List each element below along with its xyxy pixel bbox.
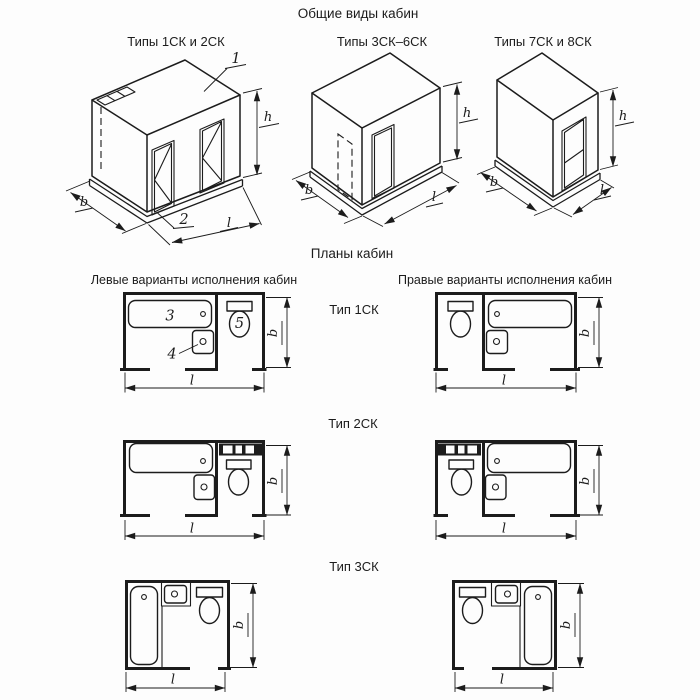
dim-l-label: l [189, 521, 195, 537]
bathtub [489, 301, 572, 328]
dim-b-label: b [79, 195, 89, 210]
view-label-type-1-2: Типы 1СК и 2СК [127, 34, 225, 49]
dim-h-label: h [263, 110, 273, 125]
dim-height [243, 89, 279, 178]
dim-width [266, 298, 291, 368]
plans-right-header: Правые варианты исполнения кабин [397, 273, 613, 287]
vent-shelf-unit [219, 444, 263, 456]
dim-l-label: l [226, 216, 232, 231]
plans-left-header: Левые варианты исполнения кабин [90, 273, 298, 287]
washbasin [162, 583, 191, 607]
plans-title: Планы кабин [310, 246, 394, 261]
dim-length [363, 173, 459, 227]
cistern [448, 302, 473, 312]
washbasin [487, 331, 508, 354]
dim-l-label: l [170, 672, 176, 688]
dim-length [125, 373, 264, 393]
view-label-type-3-6: Типы 3СК–6СК [336, 34, 428, 49]
dim-length [455, 672, 553, 692]
dim-b-label: b [232, 620, 247, 630]
bathtub [131, 587, 158, 665]
bathtub [488, 444, 571, 473]
dim-length [554, 180, 614, 217]
iso-view-types-7-8 [477, 53, 634, 217]
dim-b-label: b [578, 476, 593, 486]
view-label-type-7-8: Типы 7СК и 8СК [494, 34, 592, 49]
dim-length [126, 672, 225, 692]
dim-h-label: h [618, 109, 628, 124]
cistern [449, 460, 474, 469]
dim-length [436, 373, 576, 393]
dim-b-label: b [578, 328, 593, 338]
callout-3-bathtub: 3 [165, 308, 175, 325]
svg-text:1: 1 [231, 51, 241, 67]
plan-2sk-right [434, 440, 604, 540]
door-right [200, 119, 224, 193]
dim-b-label: b [304, 183, 314, 198]
callout-4-washbasin: 4 [167, 346, 177, 363]
dim-l-label: l [431, 190, 437, 205]
plan-3sk-left [125, 580, 257, 692]
dim-b-label: b [266, 476, 281, 486]
dim-length [436, 520, 576, 540]
dim-width [558, 584, 584, 668]
plan-1sk-right [434, 292, 604, 393]
dim-width [578, 298, 603, 368]
dim-b-label: b [266, 328, 281, 338]
cabin-base [90, 179, 243, 223]
row-label-type-2sk: Тип 2СК [328, 416, 378, 431]
dim-length [125, 520, 264, 540]
door-left [152, 141, 174, 216]
dim-b-label: b [559, 620, 574, 630]
door-front [372, 125, 394, 199]
dim-width [266, 446, 291, 516]
cistern [197, 588, 223, 598]
callout-2-base [157, 212, 194, 229]
dim-l-label: l [501, 373, 507, 389]
cistern [227, 302, 252, 312]
washbasin [194, 475, 215, 500]
dim-b-label: b [489, 175, 499, 190]
toilet [460, 588, 486, 624]
dim-l-label: l [499, 672, 505, 688]
iso-view-types-3-6 [292, 53, 478, 227]
washbasin [193, 331, 214, 354]
bathtub [130, 444, 213, 473]
dim-height [443, 82, 478, 162]
dim-width [231, 584, 257, 668]
row-label-type-3sk: Тип 3СК [329, 559, 379, 574]
toilet [449, 460, 474, 495]
dim-l-label: l [189, 373, 195, 389]
iso-view-types-1-2 [66, 51, 279, 245]
dim-l-label: l [599, 183, 605, 198]
plan-2sk-left [120, 440, 291, 540]
plan-3sk-right [452, 580, 584, 692]
toilet [197, 588, 223, 624]
bathtub [525, 587, 552, 665]
washbasin [492, 583, 521, 607]
dim-width [578, 446, 603, 516]
plan-1sk-left [120, 292, 291, 393]
toilet [227, 460, 252, 495]
dim-l-label: l [501, 521, 507, 537]
page-title: Общие виды кабин [297, 6, 419, 21]
callout-5-toilet: 5 [234, 316, 245, 332]
cistern [227, 460, 252, 469]
svg-text:2: 2 [179, 212, 189, 228]
vent-shelf-unit [437, 444, 481, 456]
dim-height [600, 88, 634, 170]
toilet [448, 302, 473, 338]
dim-h-label: h [462, 106, 472, 121]
row-label-type-1sk: Тип 1СК [329, 302, 379, 317]
washbasin [486, 475, 507, 500]
cistern [460, 588, 486, 598]
